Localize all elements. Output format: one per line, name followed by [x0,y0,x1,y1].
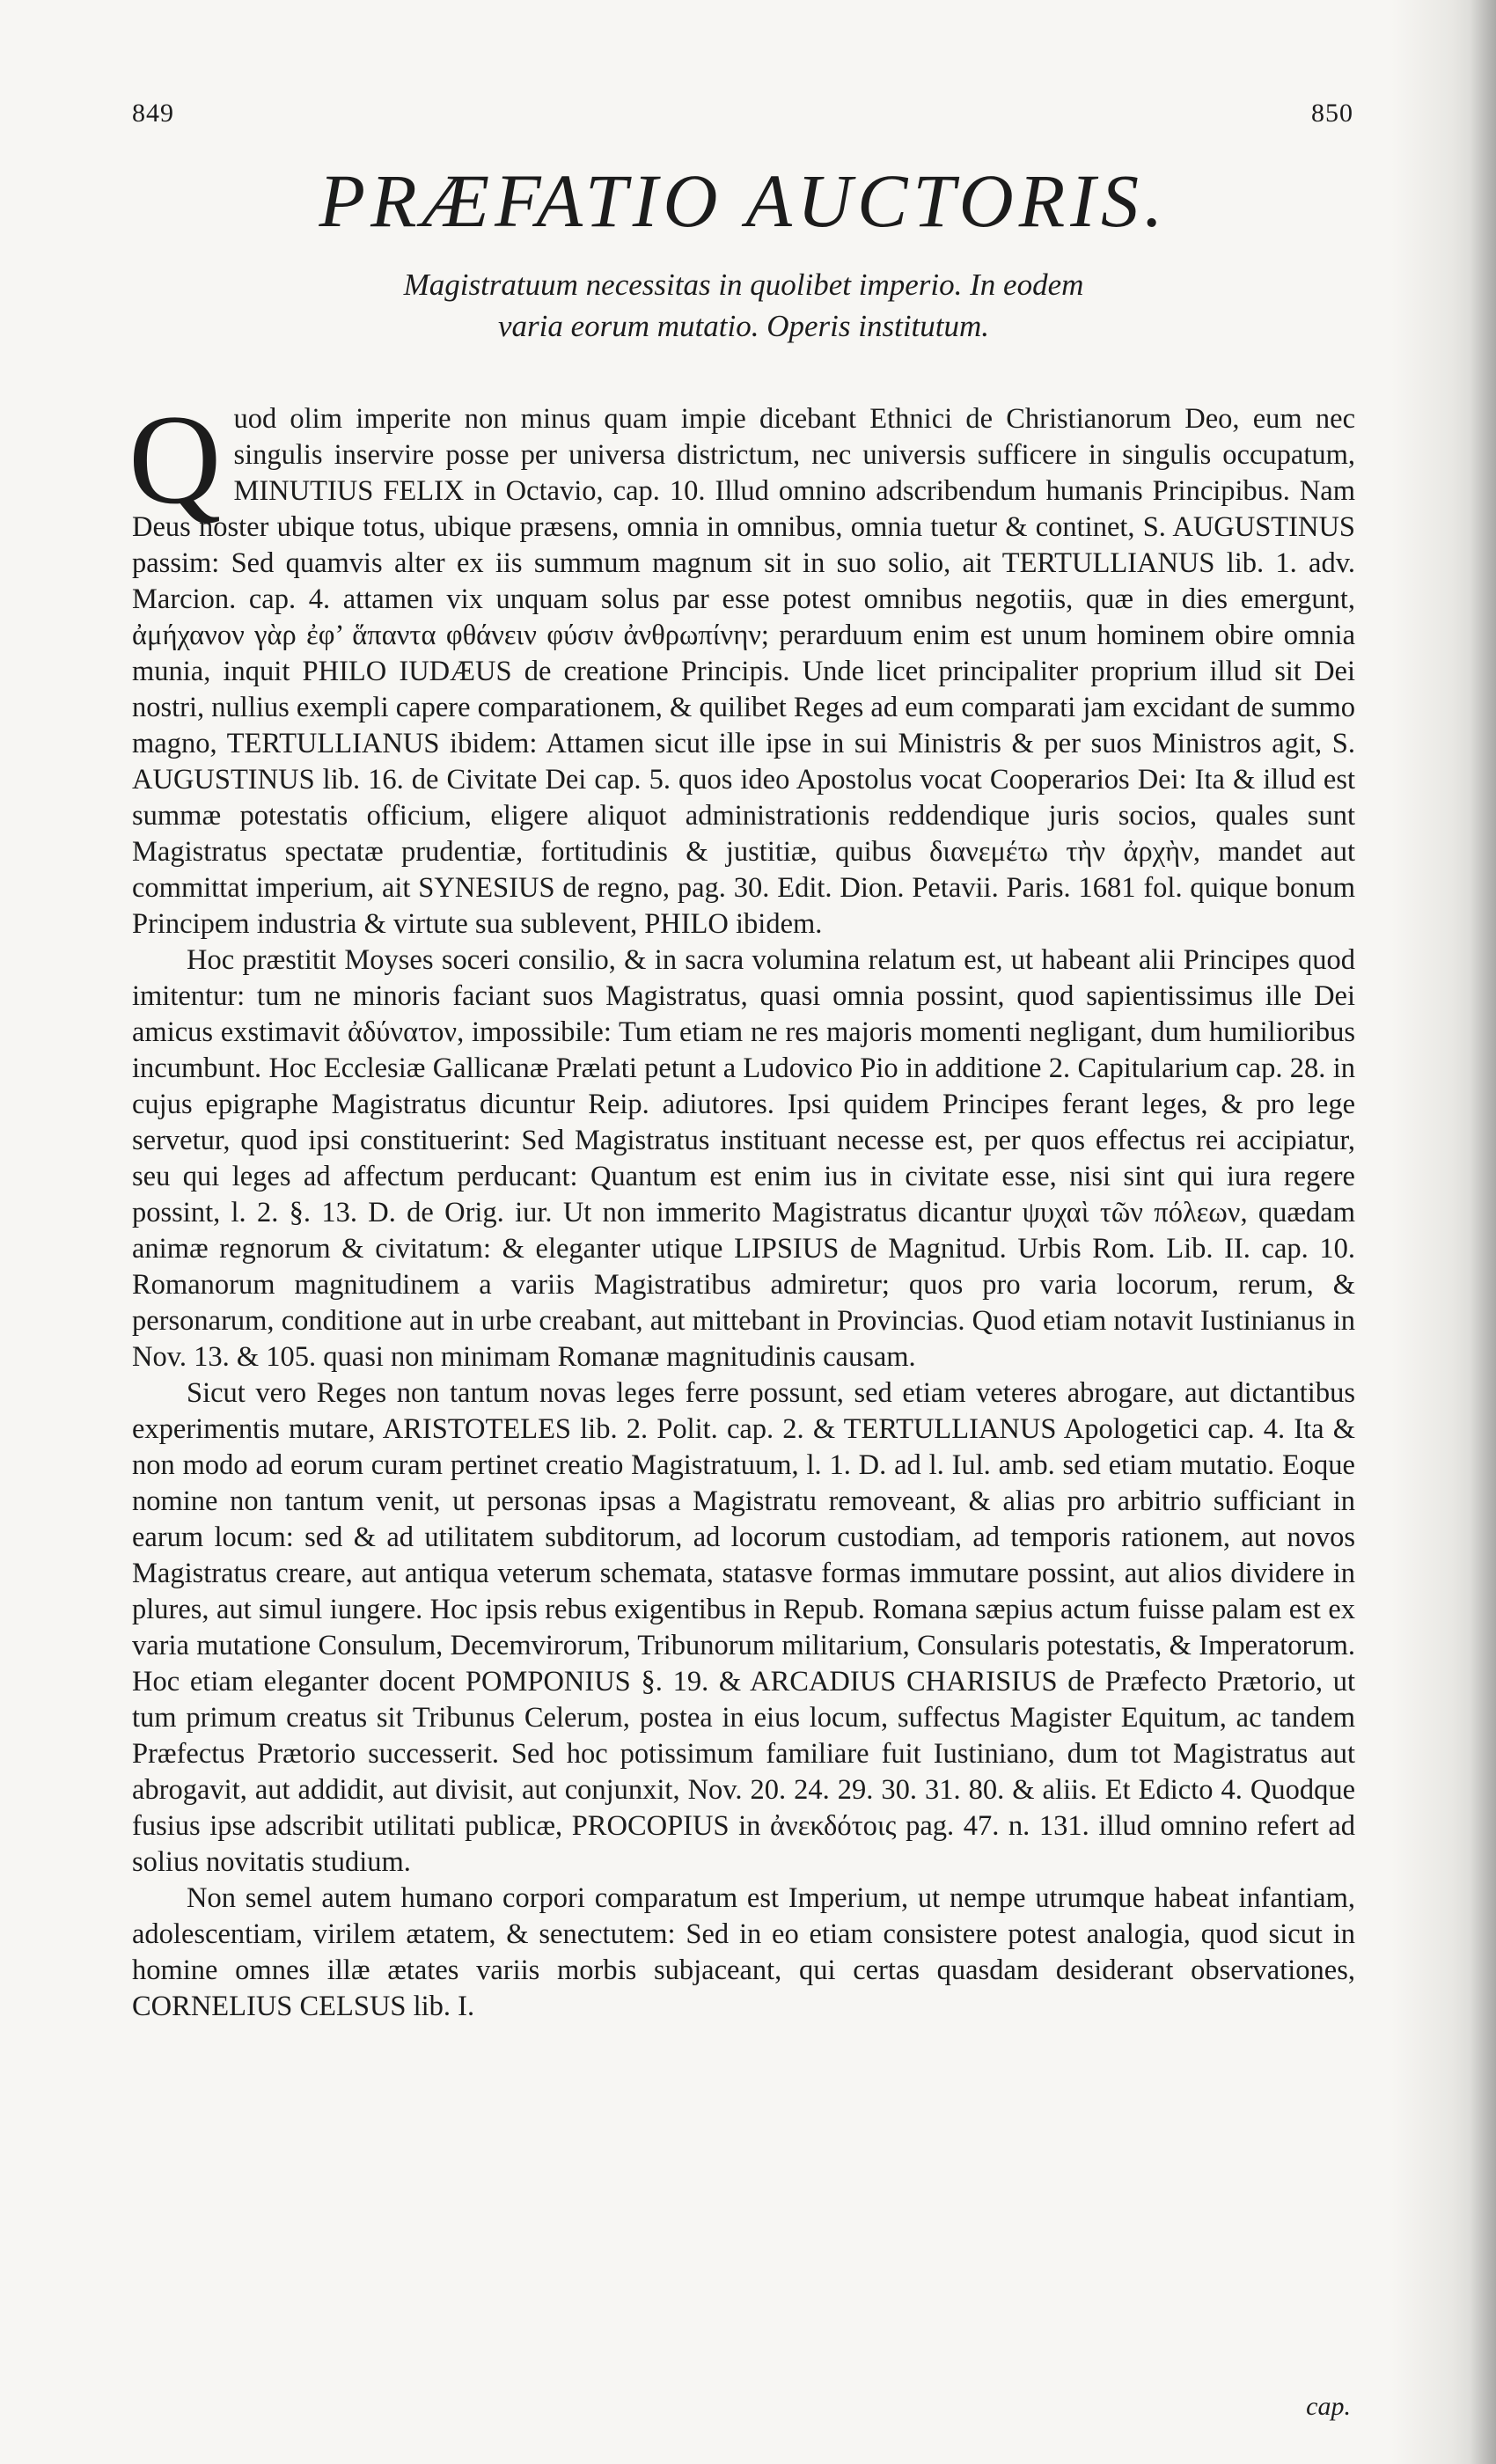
page-title: PRÆFATIO AUCTORIS. [319,158,1169,243]
paragraph-4: Non semel autem humano corpori comparatum est Imperium, ut nempe utrumque habeat infantiam, adolescentiam, virilem ætatem, & senectutem: Sed in eo etiam consistere potest analogia, quod sicut in homine omnes illæ ætates variis morbis subjaceant, qui certas quasdam desiderant observationes, CORNELIUS CELSUS lib. I. [132,1882,1355,2022]
summary-line-2: varia eorum mutatio. Operis institutum. [497,309,990,343]
drop-cap: Q [128,388,222,531]
body-text [128,388,1355,2025]
catchword: cap. [1306,2392,1351,2421]
chapter-summary [229,264,1258,347]
paragraph-2: Hoc præstitit Moyses soceri consilio, & in sacra volumina relatum est, ut habeant alii Principes quod imitentur: tum ne minoris faciant suos Magistratus, quasi omnia possint, quod sapientissimus ille Dei amicus exstimavit ἀδύνατον, impossibile: Tum etiam ne res majoris momenti negligant, dum humilioribus incumbunt. Hoc Ecclesiæ Gallicanæ Prælati petunt a Ludovico Pio in additione 2. Capitularium cap. 28. in cujus epigraphe Magistratus dicuntur Reip. adiutores. Ipsi quidem Principes ferant leges, & pro lege servetur, quod ipsi constituerint: Sed Magistratus instituant necesse est, per quos effectus rei accipiatur, seu qui leges ad affectum perducant: Quantum est enim ius in civitate esse, nisi sint qui iura regere possint, l. 2. §. 13. D. de Orig. iur. Ut non immerito Magistratus dicantur ψυχαὶ τῶν πόλεων, quædam animæ regnorum & civitatum: & eleganter utique LIPSIUS de Magnitud. Urbis Rom. Lib. II. cap. 10. Romanorum magnitudinem a variis Magistratibus admiretur; quos pro varia locorum, rerum, & personarum, conditione aut in urbe creabant, aut mittebant in Provincias. Quod etiam notavit Iustinianus in Nov. 13. & 105. quasi non minimam Romanæ magnitudinis causam. [132,944,1355,1373]
summary-line-1: Magistratuum necessitas in quolibet imperio. In eodem [403,268,1084,302]
page-number-right: 850 [1311,99,1353,128]
page-number-left: 849 [132,99,174,128]
page-fold-shadow [1470,0,1496,2464]
paragraph-3: Sicut vero Reges non tantum novas leges ferre possunt, sed etiam veteres abrogare, aut dictantibus experimentis mutare, ARISTOTELES lib. 2. Polit. cap. 2. & TERTULLIANUS Apologetici cap. 4. Ita & non modo ad eorum curam pertinet creatio Magistratuum, l. 1. D. ad l. Iul. amb. sed etiam mutatio. Eoque nomine non tantum venit, ut personas ipsas a Magistratu removeant, & alias pro arbitrio sufficiant in earum locum: sed & ad utilitatem subditorum, ad locorum custodiam, ad temporis rationem, aut novos Magistratus creare, aut antiqua veterum schemata, statasve formas immutare possint, aut alios dividere in plures, aut simul iungere. Hoc ipsis rebus exigentibus in Repub. Romana sæpius actum fuisse palam est ex varia mutatione Consulum, Decemvirorum, Tribunorum militarium, Consularis potestatis, & Imperatorum. Hoc etiam eleganter docent POMPONIUS §. 19. & ARCADIUS CHARISIUS de Præfecto Prætorio, ut tum primum creatus sit Tribunus Celerum, postea in eius locum, suffectus Magister Equitum, ac tandem Præfectus Prætorio successerit. Sed hoc potissimum familiare fuit Iustiniano, dum tot Magistratus aut abrogavit, aut addidit, aut divisit, aut conjunxit, Nov. 20. 24. 29. 30. 31. 80. & aliis. Et Edicto 4. Quodque fusius ipse adscribit utilitati publicæ, PROCOPIUS in ἀνεκδότοις pag. 47. n. 131. illud omnino refert ad solius novitatis studium. [132,1377,1355,1878]
paragraph-1 [128,388,1355,942]
paragraph-1-text: uod olim imperite non minus quam impie dicebant Ethnici de Christianorum Deo, eum nec singulis inservire posse per universa districtum, nec universis sufficere in singulis occupatum, MINUTIUS FELIX in Octavio, cap. 10. Illud omnino adscribendum humanis Principibus. Nam Deus noster ubique totus, ubique præsens, omnia in omnibus, omnia tuetur & continet, S. AUGUSTINUS passim: Sed quamvis alter ex iis summum magnum sit in suo solio, ait TERTULLIANUS lib. 1. adv. Marcion. cap. 4. attamen vix unquam solus par esse potest omnibus negotiis, quæ in dies emergunt, ἀμήχανον γὰρ ἐφ’ ἅπαντα φθάνειν φύσιν ἀνθρωπίνην; perarduum enim est unum hominem obire omnia munia, inquit PHILO IUDÆUS de creatione Principis. Unde licet principaliter proprium illud sit Dei nostri, nullius exempli capere comparationem, & quilibet Reges ad eum comparati jam excidant de summo magno, TERTULLIANUS ibidem: Attamen sicut ille ipse in sui Ministris & per suos Ministros agit, S. AUGUSTINUS lib. 16. de Civitate Dei cap. 5. quos ideo Apostolus vocat Cooperarios Dei: Ita & illud est summæ potestatis officium, eligere aliquot administrationis reddendique juris socios, quales sunt Magistratus spectatæ prudentiæ, fortitudinis & justitiæ, quibus διανεμέτω τὴν ἀρχὴν, mandet aut committat imperium, ait SYNESIUS de regno, pag. 30. Edit. Dion. Petavii. Paris. 1681 fol. quique bonum Principem industria & virtute sua sublevent, PHILO ibidem. [132,403,1355,940]
